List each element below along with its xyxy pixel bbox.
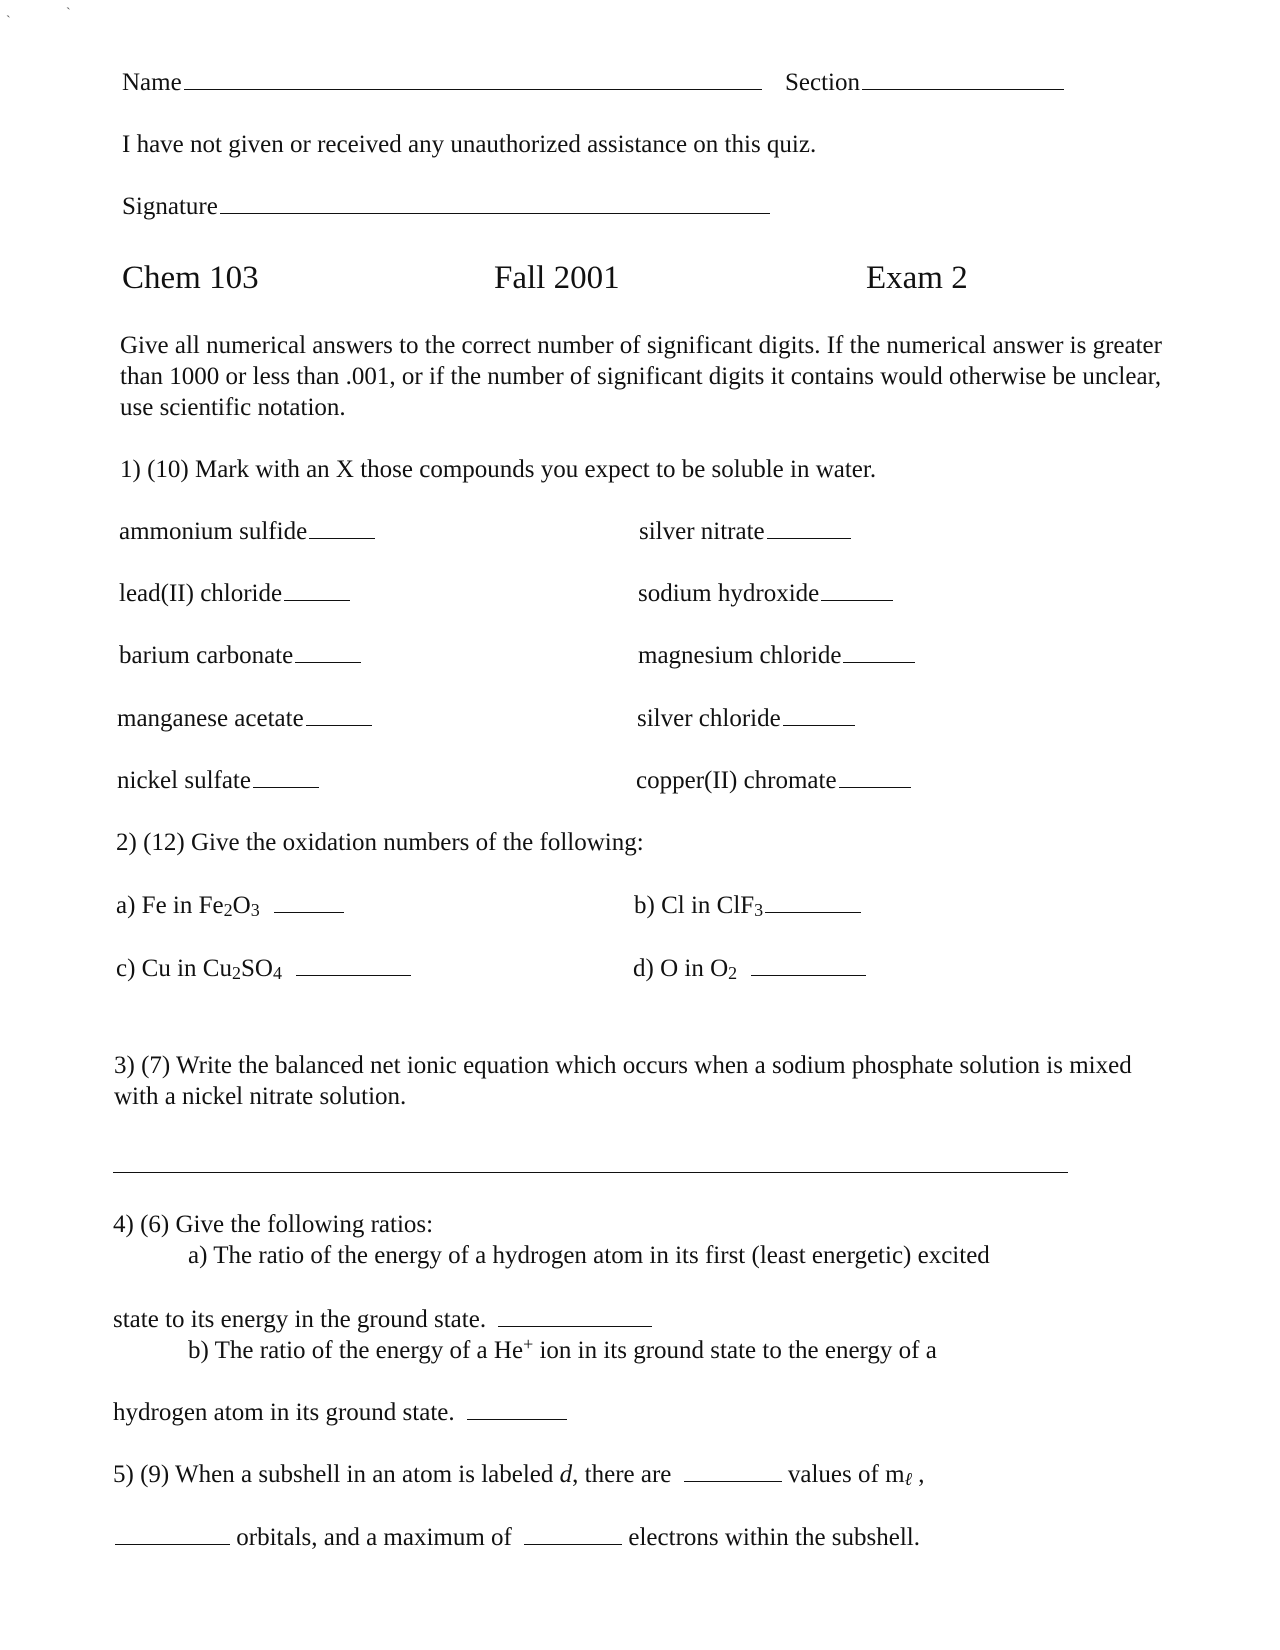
answer-blank[interactable] [839, 787, 911, 788]
q4b-text: hydrogen atom in its ground state. [113, 1399, 455, 1426]
section-field [785, 70, 1064, 95]
q1-item [119, 581, 350, 606]
q1-item [119, 519, 375, 544]
q2-item-c [116, 955, 411, 984]
compound-label: lead(II) chloride [119, 580, 283, 607]
q2-item-a [116, 892, 344, 921]
q4b-line1 [188, 1333, 937, 1364]
answer-blank[interactable] [498, 1326, 652, 1327]
q1-item [117, 706, 372, 731]
compound-label: copper(II) chromate [636, 767, 837, 794]
q3-answer-line[interactable] [113, 1172, 1068, 1173]
compound-label: silver nitrate [639, 518, 765, 545]
answer-blank[interactable] [115, 1544, 230, 1545]
honor-statement: I have not given or received any unauthorized assistance on this quiz. [122, 131, 817, 158]
subshell-letter: d [559, 1461, 573, 1488]
q1-item [639, 519, 851, 544]
compound-label: barium carbonate [119, 642, 294, 669]
answer-blank[interactable] [751, 975, 866, 976]
q2-item-b [634, 892, 861, 921]
name-label: Name [122, 69, 182, 96]
q2-a-label: a) Fe in Fe [116, 892, 224, 919]
subscript: 2 [231, 963, 241, 984]
q1-item [638, 643, 915, 668]
q5-text-post: values of m [781, 1461, 905, 1488]
answer-blank[interactable] [783, 725, 855, 726]
q2-prompt: 2) (12) Give the oxidation numbers of the following: [116, 829, 644, 856]
section-blank[interactable] [862, 89, 1064, 90]
q2-d-label: d) O in O [633, 955, 729, 982]
scan-speck: ` [6, 14, 11, 29]
exam-title: Exam 2 [866, 260, 968, 296]
q2-c-label: c) Cu in Cu [116, 955, 232, 982]
q4a-line2 [113, 1307, 652, 1332]
q5-text-pre: 5) (9) When a subshell in an atom is labeled [113, 1461, 560, 1488]
q5-text-a: orbitals, and a maximum of [230, 1524, 512, 1551]
signature-field [122, 194, 770, 219]
q1-prompt: 1) (10) Mark with an X those compounds you expect to be soluble in water. [120, 456, 877, 483]
compound-label: manganese acetate [117, 705, 304, 732]
answer-blank[interactable] [767, 538, 851, 539]
answer-blank[interactable] [295, 662, 361, 663]
answer-blank[interactable] [253, 787, 319, 788]
instructions: Give all numerical answers to the correct number of significant digits. If the numerical answer is greater than 1000 or less than .001, or if the number of significant digits it contains would otherwise be unclear, use scientific notation. [120, 332, 1162, 421]
q4a-text: state to its energy in the ground state. [113, 1306, 487, 1333]
name-field [122, 70, 762, 95]
signature-blank[interactable] [220, 213, 770, 214]
q4a-line1: a) The ratio of the energy of a hydrogen atom in its first (least energetic) excited [188, 1242, 990, 1269]
q5-text-b: electrons within the subshell. [622, 1524, 921, 1551]
q4-prompt: 4) (6) Give the following ratios: [113, 1211, 434, 1238]
scan-speck: ` [66, 6, 71, 21]
q1-item [117, 768, 319, 793]
q5-line1 [113, 1461, 925, 1490]
answer-blank[interactable] [843, 662, 915, 663]
answer-blank[interactable] [684, 1481, 782, 1482]
answer-blank[interactable] [274, 912, 344, 913]
ell-subscript: ℓ [904, 1469, 913, 1490]
name-blank[interactable] [184, 89, 762, 90]
answer-blank[interactable] [467, 1419, 567, 1420]
subscript: 2 [728, 963, 738, 984]
q1-item [119, 643, 361, 668]
q5-text-mid: , there are [572, 1461, 672, 1488]
term-title: Fall 2001 [494, 260, 620, 296]
q4b-text-post: ion in its ground state to the energy of a [533, 1337, 937, 1364]
q1-item [638, 581, 893, 606]
q2-item-d [633, 955, 866, 984]
q5-comma: , [912, 1461, 925, 1488]
subscript: 2 [223, 900, 233, 921]
compound-label: magnesium chloride [638, 642, 842, 669]
q4b-line2 [113, 1400, 567, 1425]
q5-line2 [113, 1525, 920, 1550]
subscript: 3 [754, 900, 764, 921]
answer-blank[interactable] [306, 725, 372, 726]
q2-c-formula: SO [240, 955, 273, 982]
answer-blank[interactable] [821, 600, 893, 601]
q2-a-formula: O [232, 892, 251, 919]
q1-item [636, 768, 911, 793]
signature-label: Signature [122, 193, 218, 220]
q3-prompt: 3) (7) Write the balanced net ionic equation which occurs when a sodium phosphate solution is mixed with a nickel nitrate solution. [114, 1052, 1132, 1110]
superscript: + [523, 1333, 534, 1354]
compound-label: nickel sulfate [117, 767, 251, 794]
q1-item [637, 706, 855, 731]
course-title: Chem 103 [122, 260, 259, 296]
section-label: Section [785, 69, 860, 96]
q4b-text-pre: b) The ratio of the energy of a He [188, 1337, 524, 1364]
answer-blank[interactable] [765, 912, 861, 913]
compound-label: ammonium sulfide [119, 518, 308, 545]
subscript: 4 [272, 963, 282, 984]
compound-label: sodium hydroxide [638, 580, 820, 607]
answer-blank[interactable] [524, 1544, 622, 1545]
answer-blank[interactable] [284, 600, 350, 601]
answer-blank[interactable] [309, 538, 375, 539]
subscript: 3 [250, 900, 260, 921]
compound-label: silver chloride [637, 705, 781, 732]
q2-b-label: b) Cl in ClF [634, 892, 755, 919]
answer-blank[interactable] [296, 975, 411, 976]
